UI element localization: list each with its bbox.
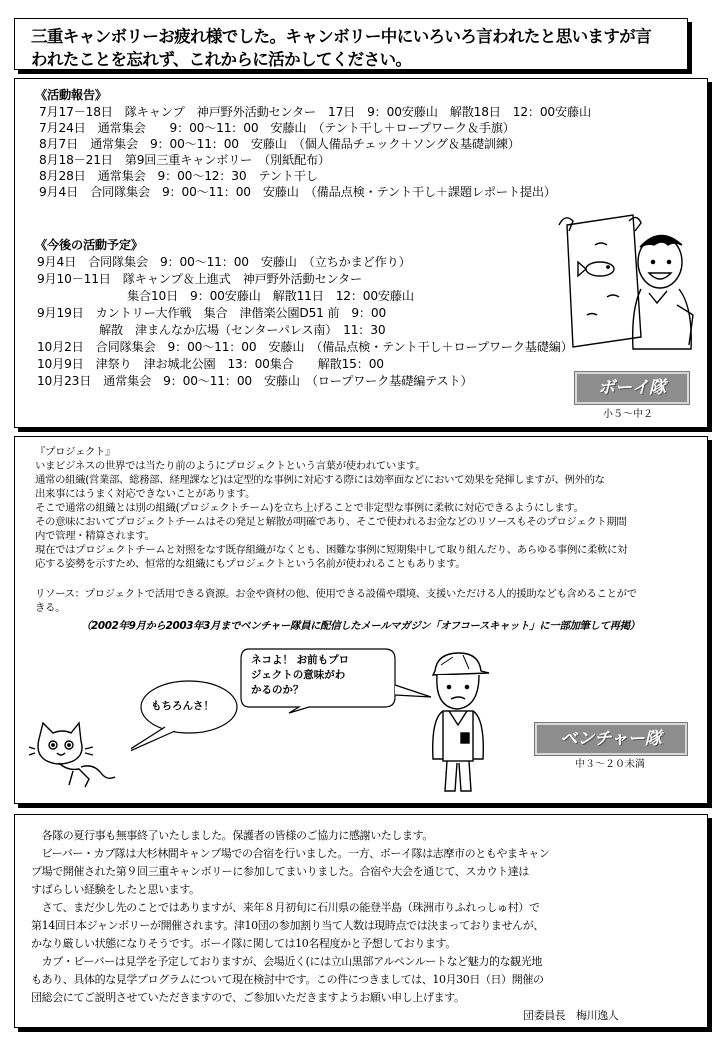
plan-item: 9月4日 合同隊集会 9：00～11：00 安藤山 （立ちかまど作り） — [37, 255, 411, 269]
venture-section — [14, 436, 708, 804]
boy-speech-line: かるのか？ — [251, 684, 304, 696]
venture-age-range: 中３～２０未満 — [575, 759, 645, 770]
speech-bubble-cat — [131, 677, 251, 757]
message-line: 団総会にてご説明させていただきますので、ご参加いただきますようお願い申し上げます。 — [31, 991, 465, 1004]
project-text-line: そこで通常の組織とは別の組織(プロジェクトチーム)を立ち上げることで非定型な事例に柔軟に対応できるようにします。 — [35, 502, 584, 514]
report-item: 9月4日 合同隊集会 9：00～11：00 安藤山 （備品点検・テント干し＋課題レポート提出） — [39, 185, 556, 199]
plan-heading: 《今後の活動予定》 — [35, 238, 143, 252]
scout-boy-illustration — [423, 649, 495, 795]
boy-with-drawing-illustration — [545, 207, 695, 377]
boy-scout-section — [14, 78, 708, 428]
report-item: 7月24日 通常集会 9：00～11：00 安藤山 （テント干し＋ロープワーク＆手旗） — [39, 121, 515, 135]
message-line: カブ・ビーバーは見学を予定しておりますが、会場近く(には立山黒部アルペンルートなど魅力的な観光地 — [31, 955, 542, 968]
project-text-line: 出来事にはうまく対応できないことがあります。 — [35, 488, 256, 500]
headline-box — [14, 18, 688, 70]
message-line: プ場で開催された第９回三重キャンボリーに参加してまいりました。合宿や大会を通じて、スカウト達は — [31, 865, 529, 878]
message-line: かなり厳しい状態になりそうです。ボーイ隊に関しては10名程度かと予想しております。 — [31, 937, 456, 950]
cat-illustration — [29, 719, 119, 791]
plan-item: 10月9日 津祭り 津お城北公園 13：00集合 解散15：00 — [37, 357, 384, 371]
project-text-line: 『プロジェクト』 — [35, 446, 116, 458]
project-text-line: 現在ではプロジェクトチームと対照をなす既存組織がなくとも、困難な事例に短期集中して取り組んだり、あらゆる事例に柔軟に対 — [35, 544, 628, 556]
boy-scout-tag: ボーイ隊 — [575, 372, 689, 404]
plan-item: 10月23日 通常集会 9：00～11：00 安藤山 （ロープワーク基礎編テスト） — [37, 374, 473, 388]
headline-line-2: われたことを忘れず、これからに活かしてください。 — [31, 50, 412, 69]
plan-item: 解散 津まんなか広場（センターパレス南） 11：30 — [99, 323, 386, 337]
message-line: 第14回日本ジャンボリーが開催されます。津10団の参加割り当て人数は現時点では決まっておりませんが、 — [31, 919, 544, 932]
project-text-line: その意味においてプロジェクトチームはその発足と解散が明確であり、そこで使われるお金などのリソースもそのプロジェクト期間 — [35, 516, 627, 528]
message-line: すばらしい経験をしたと思います。 — [31, 883, 200, 896]
plan-item: 10月2日 合同隊集会 9：00～11：00 安藤山 （備品点検・テント干し＋ロープワーク基礎編） — [37, 340, 573, 354]
boy-speech-line: ジェクトの意味がわ — [251, 669, 346, 681]
project-text-line: リソース：プロジェクトで活用できる資源。お金や資材の他、使用できる設備や環境、支援いただける人的援助なども含めることがで — [35, 588, 637, 600]
headline-line-1: 三重キャンボリーお疲れ様でした。キャンボリー中にいろいろ言われたと思いますが言 — [31, 27, 652, 46]
message-line: ビーバー・カブ隊は大杉林間キャンプ場での合宿を行いました。一方、ボーイ隊は志摩市のともやまキャン — [31, 847, 550, 860]
signature: 団委員長 梅川逸人 — [523, 1009, 619, 1022]
message-line: もあり、具体的な見学プログラムについて現在検討中です。この件につきましては、10月30日（日）開催の — [31, 973, 544, 986]
project-text-line: 内で管理・精算されます。 — [35, 530, 155, 542]
report-item: 8月7日 通常集会 9：00～11：00 安藤山 （個人備品チェック＋ソング＆基礎訓練） — [39, 137, 520, 151]
project-text-line: きる。 — [35, 602, 66, 614]
leader-message-section — [14, 814, 708, 1028]
plan-item: 9月10－11日 隊キャンプ＆上進式 神戸野外活動センター — [37, 272, 362, 286]
cat-speech: もちろんさ！ — [151, 700, 214, 712]
venture-tag: ベンチャー隊 — [535, 723, 687, 755]
report-heading: 《活動報告》 — [35, 88, 107, 102]
project-text-line: 応する姿勢を示すため、恒常的な組織にもプロジェクトという名前が使われることもあります。 — [35, 558, 466, 570]
report-item: 8月28日 通常集会 9：00～12：30 テント干し — [39, 169, 318, 183]
source-note: （2002年9月から2003年3月までベンチャー隊員に配信したメールマガジン「オフコースキャット」に一部加筆して再掲） — [81, 620, 640, 632]
project-text-line: いまビジネスの世界では当たり前のようにプロジェクトという言葉が使われています。 — [35, 460, 426, 472]
project-text-line: 通常の組織(営業部、総務部、経理課など)は定型的な事例に対応する際には効率面などにおいて効果を発揮しますが、例外的な — [35, 474, 605, 486]
plan-item: 集合10日 9：00安藤山 解散11日 12：00安藤山 — [127, 289, 414, 303]
message-line: 各隊の夏行事も無事終了いたしました。保護者の皆様のご協力に感謝いたします。 — [31, 829, 433, 842]
message-line: さて、まだ少し先のことではありますが、来年８月初旬に石川県の能登半島（珠洲市りふれっしゅ村）で — [31, 901, 540, 914]
boy-scout-age-range: 小５～中２ — [603, 409, 653, 420]
boy-speech-line: ネコよ！ お前もプロ — [251, 654, 350, 666]
plan-item: 9月19日 カントリー大作戦 集合 津偕楽公園D51 前 9：00 — [37, 306, 387, 320]
report-item: 7月17－18日 隊キャンプ 神戸野外活動センター 17日 9：00安藤山 解散18日 12：00安藤山 — [39, 105, 591, 119]
report-item: 8月18－21日 第9回三重キャンボリー （別紙配布） — [39, 153, 330, 167]
